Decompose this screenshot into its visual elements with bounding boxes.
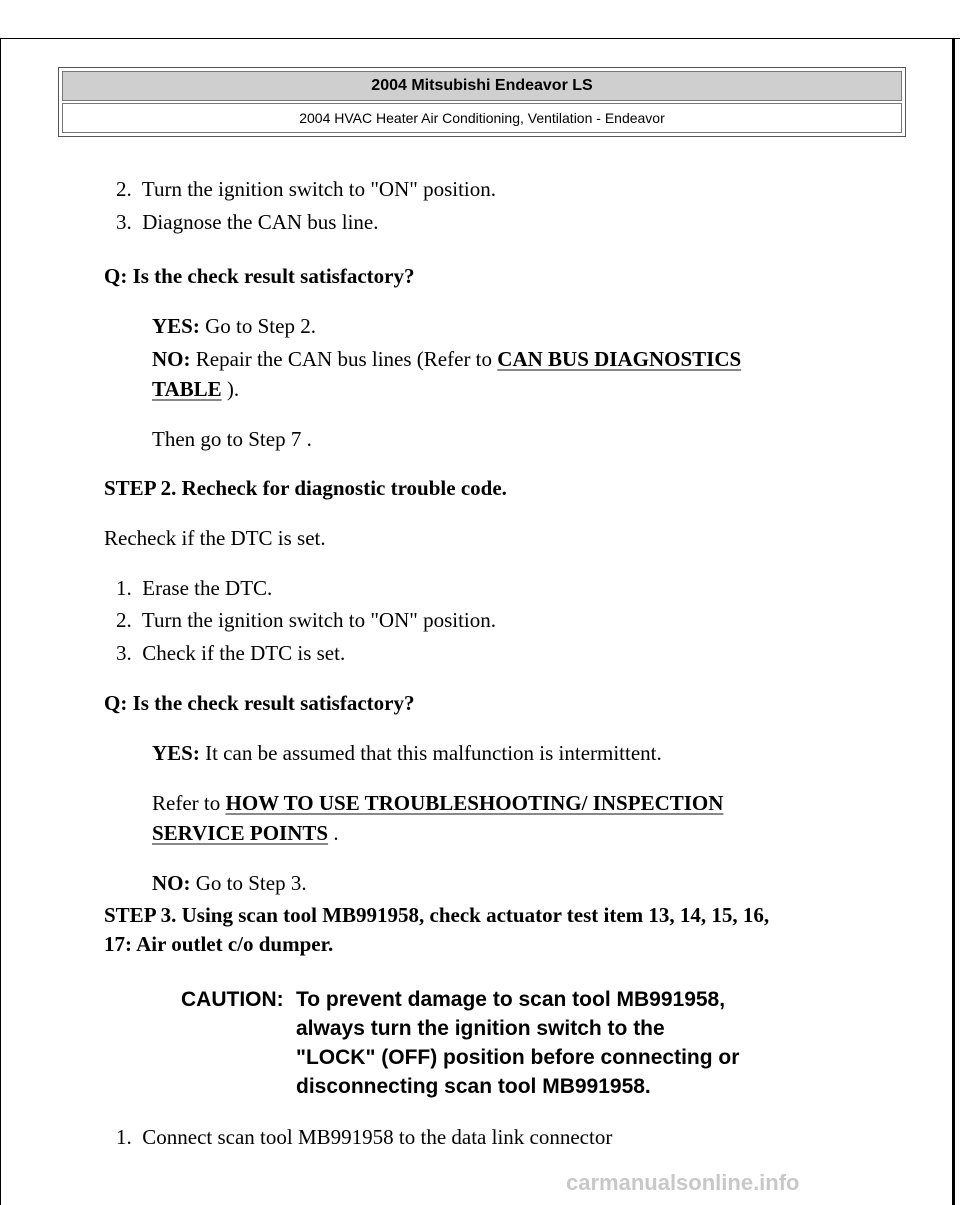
no-label: NO: xyxy=(152,347,191,371)
header-title: 2004 Mitsubishi Endeavor LS xyxy=(62,71,902,101)
list-text: Turn the ignition switch to "ON" position. xyxy=(141,608,497,632)
question-heading: Q: Is the check result satisfactory? xyxy=(104,264,415,288)
caution-line: disconnecting scan tool MB991958. xyxy=(296,1075,651,1098)
list-number: 1. xyxy=(116,576,132,600)
yes-answer xyxy=(152,313,316,339)
list-text: Connect scan tool MB991958 to the data link connector xyxy=(142,1125,613,1149)
list-item xyxy=(116,209,378,235)
refer-text xyxy=(152,790,723,816)
no-text-after: ). xyxy=(226,377,240,401)
list-number: 2. xyxy=(116,608,132,632)
list-text: Diagnose the CAN bus line. xyxy=(142,210,379,234)
no-answer xyxy=(152,870,307,896)
no-answer-continued xyxy=(152,376,239,402)
refer-after: . xyxy=(333,821,339,845)
step-2-intro: Recheck if the DTC is set. xyxy=(104,526,326,550)
yes-answer xyxy=(152,740,662,766)
yes-text: It can be assumed that this malfunction is intermittent. xyxy=(205,741,662,765)
document-header xyxy=(58,67,906,137)
yes-label: YES: xyxy=(152,741,200,765)
list-item xyxy=(116,1124,612,1150)
refer-prefix: Refer to xyxy=(152,791,221,815)
page-frame-left xyxy=(0,38,1,1205)
caution-line: always turn the ignition switch to the xyxy=(296,1017,665,1040)
page-frame-top xyxy=(0,38,960,39)
list-text: Check if the DTC is set. xyxy=(142,641,346,665)
no-label: NO: xyxy=(152,871,191,895)
list-item xyxy=(116,640,345,666)
list-number: 3. xyxy=(116,641,132,665)
list-text: Turn the ignition switch to "ON" position. xyxy=(141,177,497,201)
refer-text-continued xyxy=(152,820,339,846)
list-item xyxy=(116,176,496,202)
question-heading: Q: Is the check result satisfactory? xyxy=(104,691,415,715)
watermark-footer: carmanualsonline.info xyxy=(566,1170,800,1195)
can-bus-diagnostics-link-cont[interactable]: TABLE xyxy=(152,377,222,401)
yes-text: Go to Step 2. xyxy=(205,314,316,338)
caution-line: To prevent damage to scan tool MB991958, xyxy=(296,988,726,1011)
list-number: 3. xyxy=(116,210,132,234)
caution-line: "LOCK" (OFF) position before connecting or xyxy=(296,1046,740,1069)
list-number: 1. xyxy=(116,1125,132,1149)
list-item xyxy=(116,607,496,633)
no-text: Repair the CAN bus lines (Refer to xyxy=(195,347,493,371)
then-text: Then go to Step 7 . xyxy=(152,427,312,451)
list-item xyxy=(116,575,272,601)
step-3-heading-line1: STEP 3. Using scan tool MB991958, check actuator test item 13, 14, 15, 16, xyxy=(104,903,770,927)
troubleshooting-link-cont[interactable]: SERVICE POINTS xyxy=(152,821,329,845)
header-subtitle: 2004 HVAC Heater Air Conditioning, Ventilation - Endeavor xyxy=(62,103,902,133)
no-answer xyxy=(152,346,741,372)
list-number: 2. xyxy=(116,177,132,201)
step-2-heading: STEP 2. Recheck for diagnostic trouble code. xyxy=(104,476,507,500)
troubleshooting-link[interactable]: HOW TO USE TROUBLESHOOTING/ INSPECTION xyxy=(225,791,724,815)
no-text: Go to Step 3. xyxy=(195,871,307,895)
list-text: Erase the DTC. xyxy=(142,576,273,600)
can-bus-diagnostics-link[interactable]: CAN BUS DIAGNOSTICS xyxy=(497,347,742,371)
page-frame-right xyxy=(952,38,955,1205)
yes-label: YES: xyxy=(152,314,200,338)
caution-label: CAUTION: xyxy=(181,988,284,1011)
step-3-heading-line2: 17: Air outlet c/o dumper. xyxy=(104,932,334,956)
